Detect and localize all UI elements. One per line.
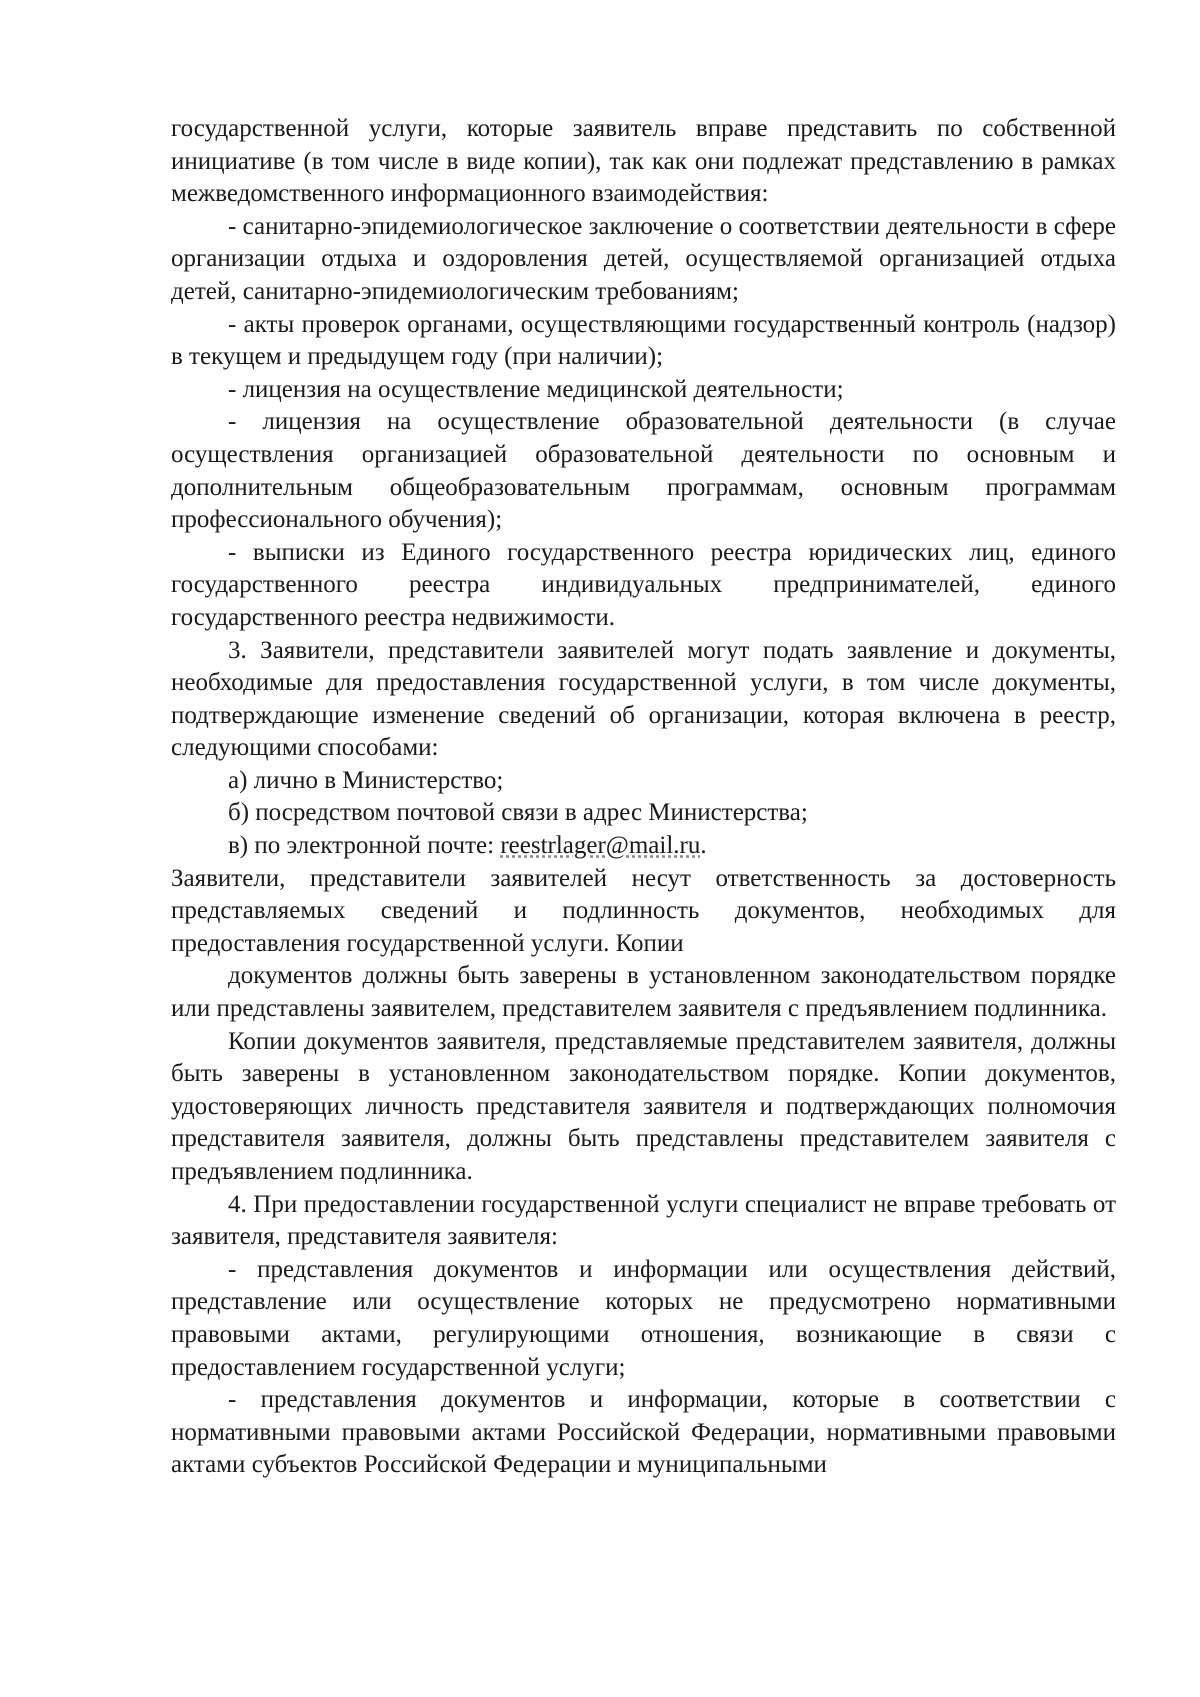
paragraph-copies-certified: документов должны быть заверены в установленном законодательством порядке или представлены заявителем, представителем заявителя с предъявлением подлинника.	[171, 962, 1116, 1023]
list-item-inspection-acts: - акты проверок органами, осуществляющими государственный контроль (надзор) в текущем и предыдущем году (при наличии);	[171, 310, 1116, 371]
paragraph-responsibility: Заявители, представители заявителей несут ответственность за достоверность представляемых сведений и подлинность документов, необходимых для предоставления государственной услуги. Копии	[171, 864, 1116, 957]
list-item-available-docs: - представления документов и информации, которые в соответствии с нормативными правовыми актами Российской Федерации, нормативными правовыми актами субъектов Российской Федерации и муниципальными	[171, 1386, 1116, 1479]
email-link[interactable]: reestrlager@mail.ru	[500, 832, 701, 860]
method-email	[171, 830, 1116, 863]
paragraph-intro: государственной услуги, которые заявитель вправе представить по собственной инициативе (в том числе в виде копии), так как они подлежат представлению в рамках межведомственного информационного взаимодействия:	[171, 115, 1116, 208]
list-item-registry-extracts: - выписки из Единого государственного реестра юридических лиц, единого государственного реестра индивидуальных предпринимателей, единого государственного реестра недвижимости.	[171, 538, 1116, 631]
paragraph-section-3: 3. Заявители, представители заявителей могут подать заявление и документы, необходимые для предоставления государственной услуги, в том числе документы, подтверждающие изменение сведений об организации, которая включена в реестр, следующими способами:	[171, 636, 1116, 762]
list-item-medical-license: - лицензия на осуществление медицинской деятельности;	[228, 375, 844, 403]
paragraph-section-4: 4. При предоставлении государственной услуги специалист не вправе требовать от заявителя, представителя заявителя:	[171, 1190, 1116, 1251]
paragraph-copies-representative: Копии документов заявителя, представляемые представителем заявителя, должны быть заверены в установленном законодательством порядке. Копии документов, удостоверяющих личность представителя заявителя и подтверждающих полномочия представителя заявителя, должны быть представлены представителем заявителя с предъявлением подлинника.	[171, 1027, 1116, 1185]
list-item-sanitary-conclusion: - санитарно-эпидемиологическое заключение о соответствии деятельности в сфере организации отдыха и оздоровления детей, осуществляемой организацией отдыха детей, санитарно-эпидемиологическим требованиям;	[171, 212, 1116, 305]
method-email-prefix: в) по электронной почте:	[228, 832, 501, 860]
list-item-not-required: - представления документов и информации или осуществления действий, представление или осуществление которых не предусмотрено нормативными правовыми актами, регулирующими отношения, возникающие в связи с предоставлением государственной услуги;	[171, 1255, 1116, 1381]
document-body	[171, 113, 1116, 1482]
list-item-education-license: - лицензия на осуществление образовательной деятельности (в случае осуществления организацией образовательной деятельности по основным и дополнительным общеобразовательным программам, основным программам профессионального обучения);	[171, 408, 1116, 534]
method-email-suffix: .	[700, 832, 707, 860]
method-postal: б) посредством почтовой связи в адрес Министерства;	[228, 799, 808, 827]
method-in-person: а) лично в Министерство;	[228, 766, 504, 794]
